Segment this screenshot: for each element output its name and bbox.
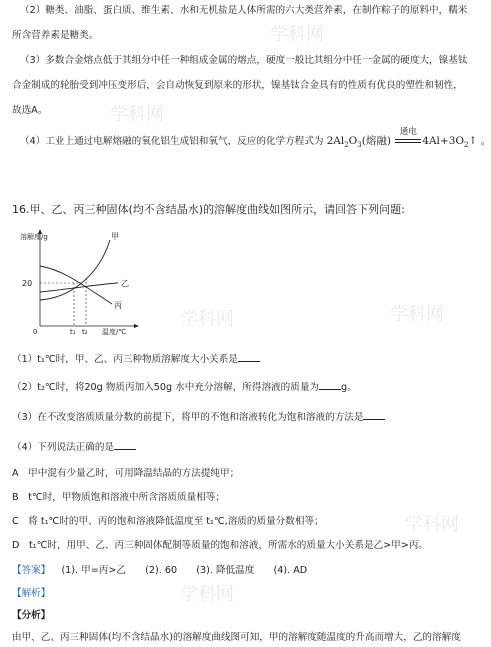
- origin-label: 0: [33, 328, 38, 336]
- answer-tag: 【答案】: [12, 565, 51, 576]
- text-line: 所含营养素是糖类。: [12, 30, 99, 41]
- curve-label-jia: 甲: [111, 232, 119, 241]
- eq-subscript: 2: [464, 141, 469, 150]
- watermark: 学科网: [270, 24, 324, 45]
- question-text: （2）t₂℃时，将20g 物质丙加入50g 水中充分溶解，所得溶液的质量为: [12, 382, 320, 393]
- analysis-tag: 【解析】: [12, 588, 51, 599]
- text-line: （3）多数合金熔点低于其组分中任一种组成金属的熔点，硬度一般比其组分中任一金属的硬度大，镍基钛: [20, 55, 468, 66]
- answer-blank: [363, 410, 385, 420]
- equation: [326, 127, 491, 150]
- eq-subscript: 3: [357, 141, 362, 150]
- watermark: 学科网: [390, 304, 444, 325]
- eq-subscript: 2: [344, 141, 349, 150]
- question-1: [12, 352, 260, 367]
- question-text: （4）下列说法正确的是: [12, 442, 115, 453]
- y-axis-label: 溶解度/g: [20, 233, 48, 241]
- option-b: B t℃时，甲物质饱和溶液中所含溶质质量相等；: [12, 492, 225, 503]
- question-text: （1）t₁℃时，甲、乙、丙三种物质溶解度大小关系是: [12, 354, 238, 365]
- curve-yi: [40, 283, 118, 292]
- answer-blank: [238, 352, 260, 362]
- question-title: 16.甲、乙、丙三种固体(均不含结晶水)的溶解度曲线如图所示，请回答下列问题:: [12, 203, 405, 216]
- tick-label-t2: t₂: [82, 328, 88, 336]
- watermark: 学科网: [405, 514, 459, 535]
- answer-blank: [114, 440, 136, 450]
- answer-text: (1). 甲=丙>乙 (2). 60 (3). 降低温度 (4). AD: [61, 565, 308, 576]
- option-a: A 甲中混有少量乙时，可用降温结晶的方法提纯甲；: [12, 468, 240, 479]
- eq-reactant: 2Al: [326, 135, 345, 147]
- option-d: D t₁℃时，用甲、乙、丙三种固体配制等质量的饱和溶液，所需水的质量大小关系是乙>甲>丙。: [12, 540, 429, 551]
- answer-blank: [319, 380, 341, 390]
- eq-condition-melt: (熔融): [361, 135, 391, 147]
- question-text: g。: [341, 382, 357, 393]
- x-axis-label: 温度/℃: [102, 328, 127, 336]
- question-2: [12, 380, 357, 395]
- text-line: 由甲、乙、丙三种固体(均不含结晶水)的溶解度曲线图可知，甲的溶解度随温度的升高而增大，乙的溶解度: [12, 632, 461, 643]
- text-line: 合金制成的轮胎受到冲压变形后，会自动恢复到原来的形状，镍基钛合金具有的性质有优良的塑性和韧性，: [12, 80, 463, 91]
- question-3: [12, 410, 385, 425]
- curve-label-yi: 乙: [121, 279, 129, 288]
- question-text: （3）在不改变溶质质量分数的前提下，将甲的不饱和溶液转化为饱和溶液的方法是: [12, 412, 364, 423]
- eq-product: 4Al+3O: [422, 135, 465, 147]
- answer-line: [12, 564, 307, 578]
- eq-condition: 通电: [399, 127, 417, 137]
- tick-label-t1: t₁: [70, 328, 76, 336]
- text-line: （2）糖类、油脂、蛋白质、维生素、水和无机盐是人体所需的六大类营养素，在制作粽子的原料中，糯米: [20, 5, 468, 16]
- eq-arrow: [394, 127, 422, 148]
- solubility-graph: [18, 228, 166, 336]
- analysis-subtag: 【分析】: [12, 610, 51, 621]
- curve-label-bing: 丙: [114, 301, 122, 310]
- eq-oxygen: O: [348, 135, 358, 147]
- text-line: 故选A。: [12, 105, 48, 116]
- watermark: 学科网: [180, 309, 234, 330]
- eq-gas-arrow: ↑ 。: [468, 135, 491, 147]
- watermark: 学科网: [110, 104, 164, 125]
- option-c: C 将 t₁℃时的甲、丙的饱和溶液降低温度至 t₁℃,溶质的质量分数相等；: [12, 516, 324, 527]
- text-line: （4）工业上通过电解熔融的氧化铝生成铝和氧气，反应的化学方程式为: [20, 136, 324, 147]
- question-4: [12, 440, 136, 455]
- tick-label-20: 20: [22, 279, 33, 288]
- equation-line: [20, 127, 491, 152]
- watermark: 学科网: [180, 584, 234, 605]
